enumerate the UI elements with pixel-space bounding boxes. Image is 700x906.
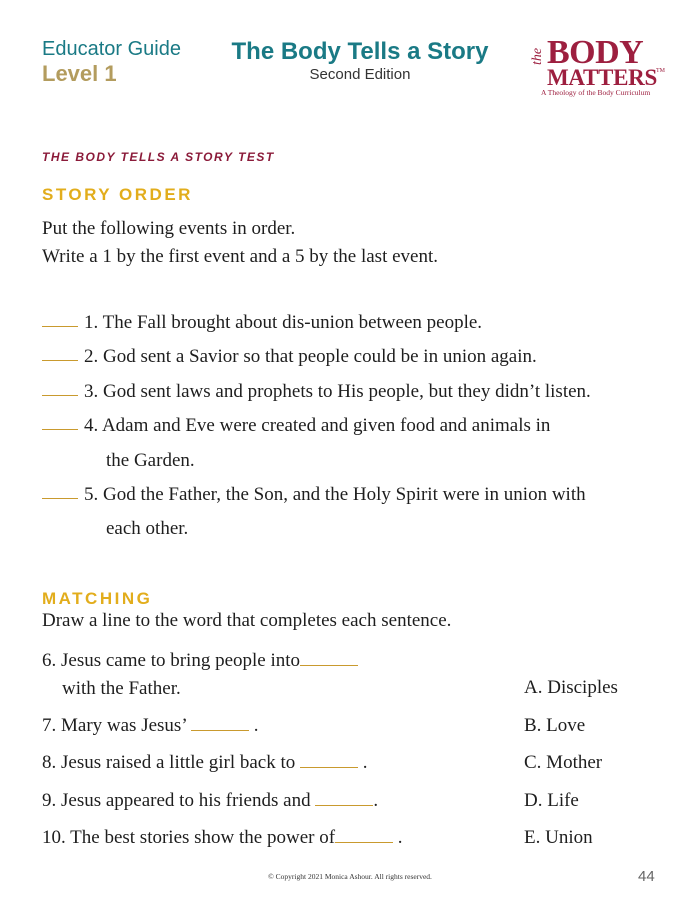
story-event-4-continued: the Garden. xyxy=(106,450,195,471)
document-edition: Second Edition xyxy=(309,66,411,83)
level-label: Level 1 xyxy=(42,61,117,86)
question-blank[interactable] xyxy=(191,730,249,731)
logo-body: BODY xyxy=(547,34,644,71)
story-order-heading: STORY ORDER xyxy=(42,185,193,204)
logo-the: the xyxy=(530,47,545,65)
matching-heading: MATCHING xyxy=(42,589,153,608)
story-event-5: 5. God the Father, the Son, and the Holy Spirit were in union with xyxy=(84,484,586,505)
story-event-2: 2. God sent a Savior so that people could be in union again. xyxy=(84,346,537,367)
question-blank[interactable] xyxy=(315,805,373,806)
matching-question-9 xyxy=(42,790,378,812)
story-event-1: 1. The Fall brought about dis-union between people. xyxy=(84,312,483,333)
story-event-5-continued: each other. xyxy=(106,518,189,539)
question-text: 8. Jesus raised a little girl back to xyxy=(42,752,296,773)
question-text: 10. The best stories show the power of xyxy=(42,827,336,848)
matching-answer-b[interactable]: B. Love xyxy=(524,715,586,736)
question-text: 9. Jesus appeared to his friends and xyxy=(42,790,311,811)
question-blank[interactable] xyxy=(335,842,393,843)
answer-blank[interactable] xyxy=(42,498,78,499)
story-order-instruction-1: Put the following events in order. xyxy=(42,218,296,239)
matching-question-10 xyxy=(42,827,403,849)
test-heading: THE BODY TELLS A STORY TEST xyxy=(42,150,275,164)
question-text: 6. Jesus came to bring people into xyxy=(42,650,301,671)
question-text: 7. Mary was Jesus’ xyxy=(42,715,187,736)
document-title: The Body Tells a Story xyxy=(231,38,489,65)
page-number: 44 xyxy=(638,868,655,885)
copyright-footer: © Copyright 2021 Monica Ashour. All rights reserved. xyxy=(268,872,432,881)
body-matters-logo xyxy=(530,36,665,98)
story-event-4: 4. Adam and Eve were created and given food and animals in xyxy=(84,415,551,436)
matching-answer-d[interactable]: D. Life xyxy=(524,790,579,811)
logo-matters: MATTERS xyxy=(547,65,657,90)
matching-question-7 xyxy=(42,715,259,737)
question-punctuation: . xyxy=(362,752,368,773)
story-event-3: 3. God sent laws and prophets to His people, but they didn’t listen. xyxy=(84,381,591,402)
matching-answer-a[interactable]: A. Disciples xyxy=(524,677,618,698)
question-punctuation: . xyxy=(373,790,379,811)
story-order-instruction-2: Write a 1 by the first event and a 5 by the last event. xyxy=(42,246,438,267)
matching-question-8 xyxy=(42,752,368,774)
question-punctuation: . xyxy=(253,715,259,736)
matching-instruction: Draw a line to the word that completes each sentence. xyxy=(42,610,452,631)
matching-answer-c[interactable]: C. Mother xyxy=(524,752,603,773)
answer-blank[interactable] xyxy=(42,326,78,327)
answer-blank[interactable] xyxy=(42,429,78,430)
question-punctuation: . xyxy=(397,827,403,848)
matching-question-6 xyxy=(42,650,358,672)
guide-label: Educator Guide xyxy=(42,38,181,60)
matching-question-6-continued: with the Father. xyxy=(62,678,181,699)
question-blank[interactable] xyxy=(300,665,358,666)
question-blank[interactable] xyxy=(300,767,358,768)
logo-tagline: A Theology of the Body Curriculum xyxy=(541,88,651,97)
answer-blank[interactable] xyxy=(42,360,78,361)
answer-blank[interactable] xyxy=(42,395,78,396)
logo-trademark: TM xyxy=(656,68,665,74)
matching-answer-e[interactable]: E. Union xyxy=(524,827,593,848)
